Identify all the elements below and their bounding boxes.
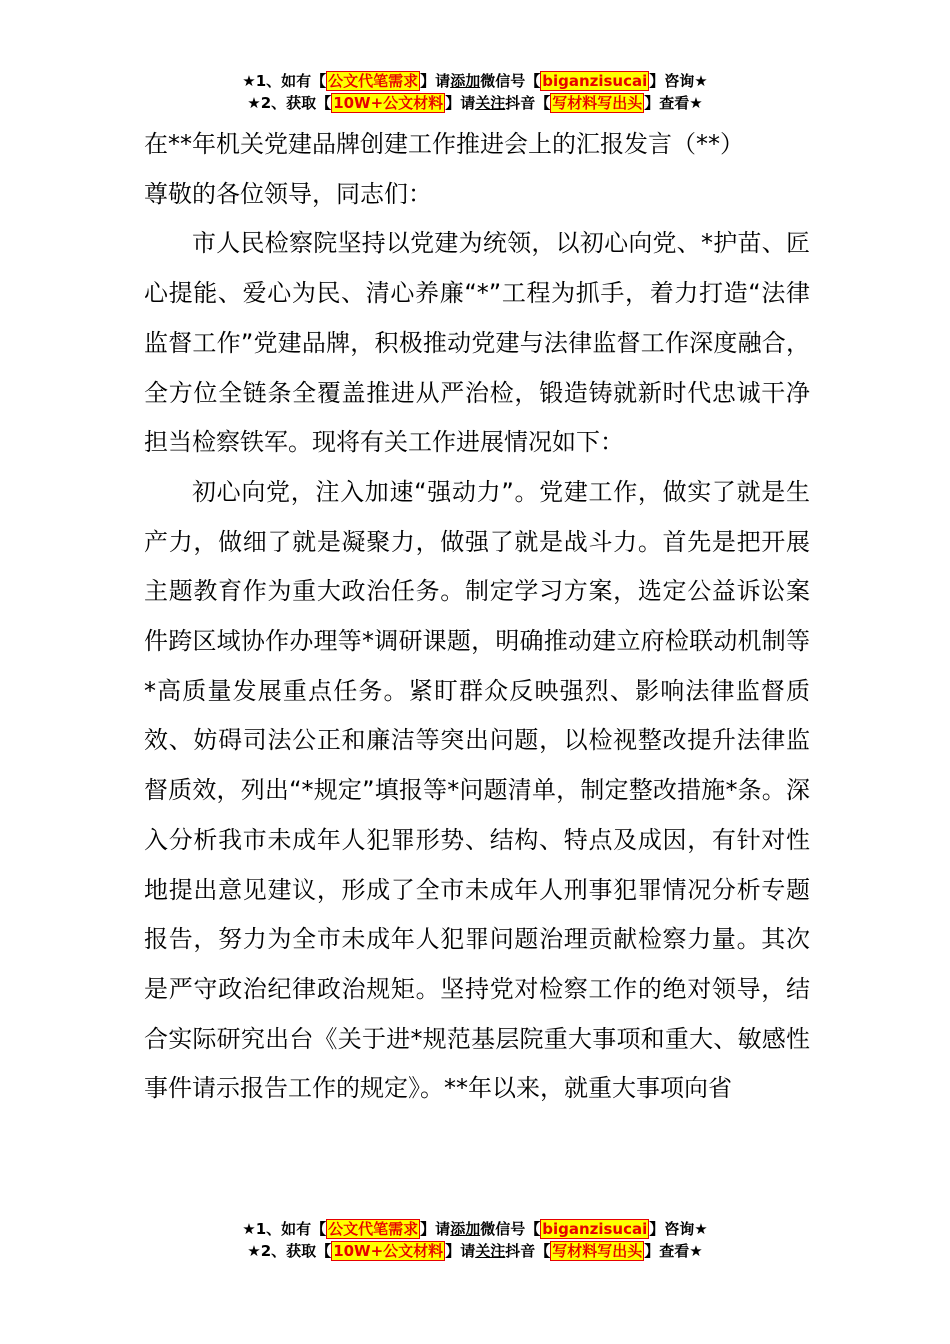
- highlight-service: 公文代笔需求: [328, 1220, 419, 1238]
- highlight-wechat-id: biganzisucai: [542, 1220, 648, 1238]
- promo-banner-top: [0, 70, 950, 114]
- salutation: 尊敬的各位领导，同志们：: [144, 179, 432, 208]
- highlight-materials: 10W+公文材料: [333, 1242, 444, 1260]
- paragraph: 初心向党，注入加速“强动力”。党建工作，做实了就是生产力，做细了就是凝聚力，做强了就是战斗力。首先是把开展主题教育作为重大政治任务。制定学习方案，选定公益诉讼案件跨区域协作办理等*调研课题，明确推动建立府检联动机制等*高质量发展重点任务。紧盯群众反映强烈、影响法律监督质效、妨碍司法公正和廉洁等突出问题，以检视整改提升法律监督质效，列出“*规定”填报等*问题清单，制定整改措施*条。深入分析我市未成年人犯罪形势、结构、特点及成因，有针对性地提出意见建议，形成了全市未成年人刑事犯罪情况分析专题报告，努力为全市未成年人犯罪问题治理贡献检察力量。其次是严守政治纪律政治规矩。坚持党对检察工作的绝对领导，结合实际研究出台《关于进*规范基层院重大事项和重大、敏感性事件请示报告工作的规定》。**年以来，就重大事项向省: [144, 477, 810, 1103]
- promo-banner-bottom: [0, 1218, 950, 1262]
- document-body: [144, 120, 810, 1114]
- promo-line-1: ★1、如有【 公文代笔需求 】请添加微信号【 biganzisucai 】咨询★: [242, 72, 708, 90]
- highlight-service: 公文代笔需求: [328, 72, 419, 90]
- highlight-wechat-id: biganzisucai: [542, 72, 648, 90]
- promo-line-2: ★2、获取【 10W+公文材料 】请关注抖音【 写材料写出头 】查看★: [247, 94, 703, 112]
- highlight-douyin: 写材料写出头: [552, 94, 643, 112]
- document-title: 在**年机关党建品牌创建工作推进会上的汇报发言（**）: [144, 130, 744, 158]
- paragraph: 市人民检察院坚持以党建为统领，以初心向党、*护苗、匠心提能、爱心为民、清心养廉“*”工程为抓手，着力打造“法律监督工作”党建品牌，积极推动党建与法律监督工作深度融合，全方位全链条全覆盖推进从严治检，锻造铸就新时代忠诚干净担当检察铁军。现将有关工作进展情况如下：: [144, 229, 810, 457]
- highlight-materials: 10W+公文材料: [333, 94, 444, 112]
- promo-line-1: ★1、如有【 公文代笔需求 】请添加微信号【 biganzisucai 】咨询★: [242, 1220, 708, 1238]
- highlight-douyin: 写材料写出头: [552, 1242, 643, 1260]
- promo-line-2: ★2、获取【 10W+公文材料 】请关注抖音【 写材料写出头 】查看★: [247, 1242, 703, 1260]
